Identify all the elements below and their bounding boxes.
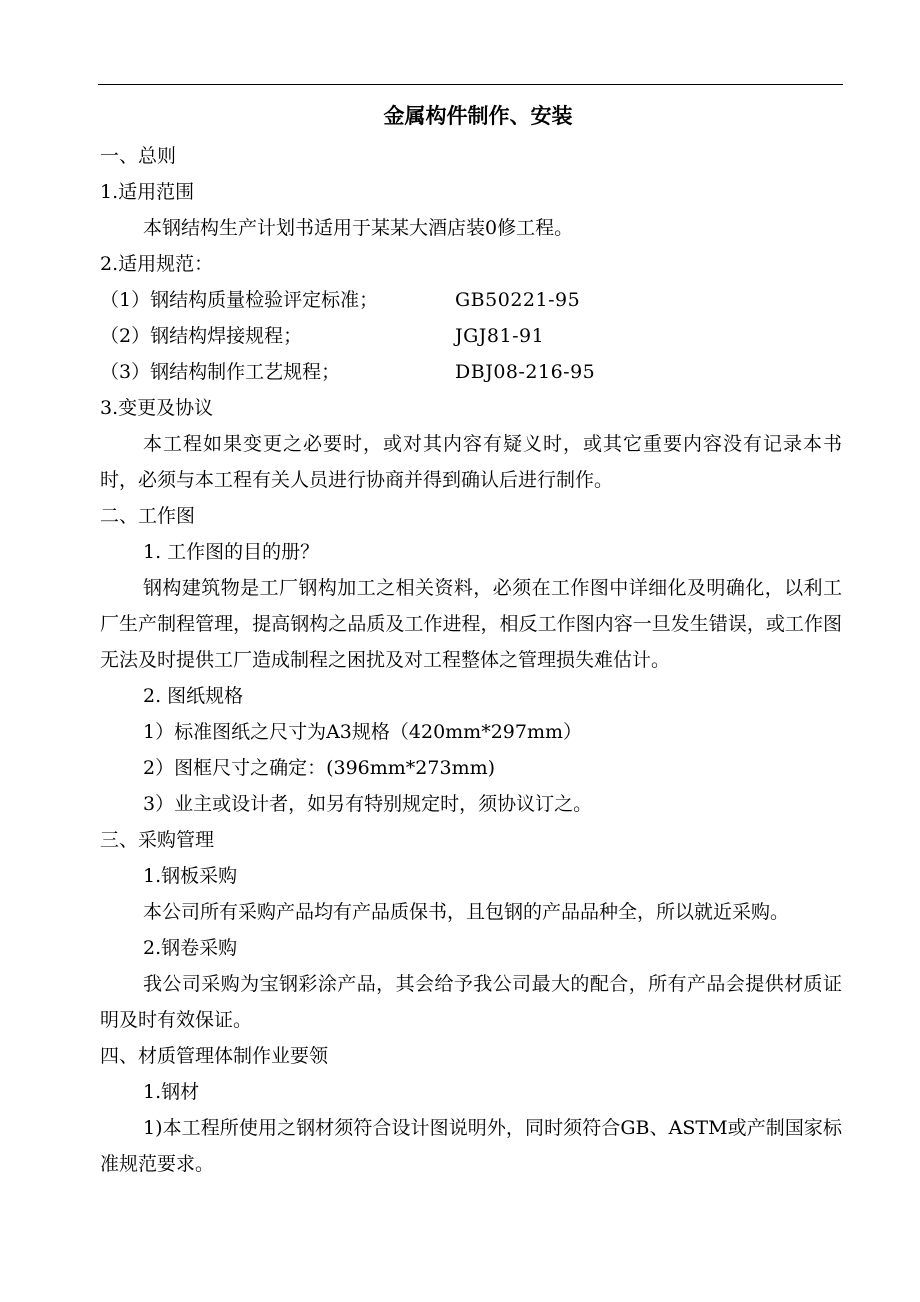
- section-3-1-heading: 1.钢板采购: [143, 865, 238, 887]
- header-rule: [98, 84, 843, 85]
- section-1-1-text: 本钢结构生产计划书适用于某某大酒店装0修工程。: [143, 217, 574, 239]
- section-3-1-text: 本公司所有采购产品均有产品质保书，且包钢的产品品种全，所以就近采购。: [143, 901, 790, 923]
- section-2-heading: 二、工作图: [100, 505, 196, 527]
- section-2-1-heading: 1. 工作图的目的册？: [143, 541, 320, 563]
- section-1-1-heading: 1.适用范围: [100, 181, 195, 203]
- norm-label: （1）钢结构质量检验评定标准；: [100, 289, 379, 311]
- section-4-1-text: 1)本工程所使用之钢材须符合设计图说明外，同时须符合GB、ASTM或产制国家标准规范要求。: [100, 1117, 842, 1175]
- norm-code: DBJ08-216-95: [455, 361, 596, 383]
- document-title: 金属构件制作、安装: [383, 103, 573, 128]
- drawing-spec-item: 3）业主或设计者，如另有特别规定时，须协议订之。: [143, 793, 593, 815]
- section-1-3-heading: 3.变更及协议: [100, 397, 214, 419]
- section-3-heading: 三、采购管理: [100, 829, 215, 851]
- section-1-2-heading: 2.适用规范：: [100, 253, 214, 275]
- section-3-2-heading: 2.钢卷采购: [143, 937, 238, 959]
- section-4-heading: 四、材质管理体制作业要领: [100, 1045, 329, 1067]
- section-2-2-heading: 2. 图纸规格: [143, 685, 244, 707]
- norm-code: JGJ81-91: [455, 325, 545, 347]
- drawing-spec-item: 2）图框尺寸之确定：(396mm*273mm): [143, 757, 496, 779]
- document-body: [100, 100, 842, 1182]
- section-2-1-text: 钢构建筑物是工厂钢构加工之相关资料，必须在工作图中详细化及明确化，以利工厂生产制程管理，提高钢构之品质及工作进程，相反工作图内容一旦发生错误，或工作图无法及时提供工厂造成制程之困扰及对工程整体之管理损失难估计。: [100, 577, 842, 671]
- norm-code: GB50221-95: [455, 289, 581, 311]
- section-3-2-text: 我公司采购为宝钢彩涂产品，其会给予我公司最大的配合，所有产品会提供材质证明及时有效保证。: [100, 973, 842, 1031]
- norm-label: （2）钢结构焊接规程；: [100, 325, 303, 347]
- norm-row: [100, 354, 842, 390]
- section-1-heading: 一、总则: [100, 145, 177, 167]
- norm-label: （3）钢结构制作工艺规程；: [100, 361, 341, 383]
- norm-row: [100, 282, 842, 318]
- norm-row: [100, 318, 842, 354]
- section-1-3-text: 本工程如果变更之必要时，或对其内容有疑义时，或其它重要内容没有记录本书时，必须与本工程有关人员进行协商并得到确认后进行制作。: [100, 433, 842, 491]
- drawing-spec-item: 1）标准图纸之尺寸为A3规格（420mm*297mm）: [143, 721, 582, 743]
- section-4-1-heading: 1.钢材: [143, 1081, 200, 1103]
